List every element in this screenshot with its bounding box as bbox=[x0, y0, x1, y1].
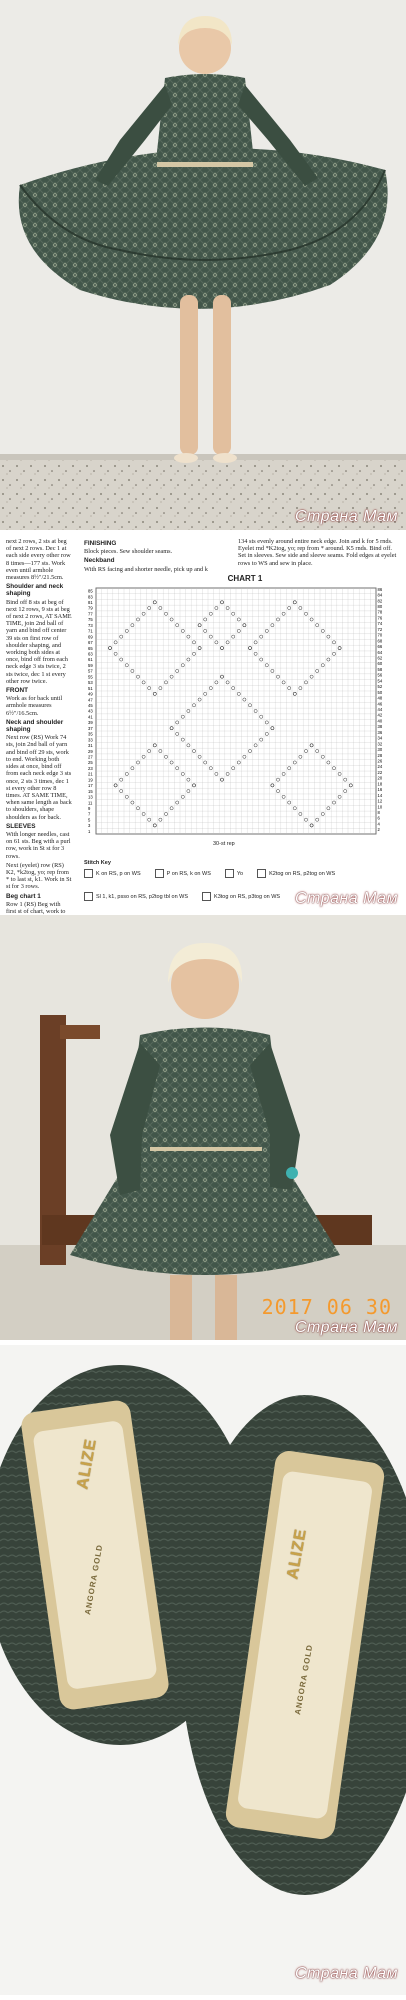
row-number: 36 bbox=[377, 729, 383, 735]
row-number: 79 bbox=[88, 605, 93, 611]
row-number: 78 bbox=[377, 609, 383, 615]
row-number: 55 bbox=[88, 674, 93, 680]
photo-yarn-image bbox=[0, 1345, 406, 1995]
stitch-key-item bbox=[257, 869, 335, 878]
yarn-product-left: ANGORA GOLD bbox=[83, 1543, 105, 1616]
row-number: 85 bbox=[88, 588, 93, 594]
row-number: 9 bbox=[88, 805, 91, 811]
yarn-brand-left: ALIZE bbox=[74, 1437, 100, 1491]
row-number: 53 bbox=[88, 680, 93, 686]
stitch-key-title: Stitch Key bbox=[84, 860, 111, 866]
photo-dress-spread-image bbox=[0, 0, 406, 530]
section-heading: SLEEVES bbox=[6, 822, 36, 830]
finishing-section bbox=[84, 538, 234, 575]
neckband-text: 134 sts evenly around entire neck edge. Join and k for 5 rnds. Eyelet rnd *K2tog, yo; rep from * around. K5 rnds. Bind off. Set in sleeves. Sew side and sleeve seams. Fold edges at eyelet rows to WS and sew in place. bbox=[238, 538, 397, 567]
stitch-key-item bbox=[84, 869, 141, 878]
row-number: 35 bbox=[88, 731, 93, 737]
row-number: 24 bbox=[377, 764, 383, 770]
section-heading: Neckband bbox=[84, 557, 115, 565]
row-number: 75 bbox=[88, 617, 93, 623]
row-number: 3 bbox=[88, 823, 91, 829]
row-number: 30 bbox=[377, 747, 383, 753]
row-number: 7 bbox=[88, 811, 91, 817]
row-number: 44 bbox=[377, 707, 383, 712]
stitch-symbol-icon bbox=[225, 869, 234, 878]
row-number: 37 bbox=[88, 725, 93, 731]
row-number: 17 bbox=[88, 783, 93, 789]
stitch-symbol-icon bbox=[257, 869, 266, 878]
row-number: 68 bbox=[377, 638, 383, 644]
stitch-key-label: Yo bbox=[236, 870, 244, 877]
row-number: 66 bbox=[377, 644, 383, 650]
row-number: 20 bbox=[377, 775, 383, 781]
row-number: 29 bbox=[88, 748, 93, 754]
pattern-document bbox=[0, 536, 406, 915]
row-number: 42 bbox=[377, 712, 383, 718]
row-number: 11 bbox=[88, 800, 93, 806]
stitch-key-label: P on RS, k on WS bbox=[166, 870, 211, 877]
row-number: 47 bbox=[88, 697, 93, 703]
site-watermark-seated: Страна Мам bbox=[294, 1319, 398, 1336]
row-number: 61 bbox=[88, 657, 93, 663]
row-number: 69 bbox=[88, 634, 93, 640]
date-stamp: 2017 06 30 bbox=[261, 1295, 392, 1319]
row-number: 73 bbox=[88, 622, 93, 628]
row-number: 22 bbox=[377, 769, 383, 775]
stitch-key-label: Sl 1, k1, psso on RS, p2tog tbl on WS bbox=[96, 893, 189, 900]
row-number: 12 bbox=[377, 798, 383, 804]
photo-yarn bbox=[0, 1345, 406, 1995]
row-number: 49 bbox=[88, 691, 93, 697]
instruction-text: next 2 rows, 2 sts at beg of next 2 rows. Dec 1 at each side every other row 8 times—177 sts. Work even until armhole measures 8½"/21.5cm. bbox=[6, 538, 71, 582]
row-number: 65 bbox=[88, 645, 93, 651]
instruction-text: Next (eyelet) row (RS) K2, *k2tog, yo; rep from * to last st, k1. Work in St st for 3 rows. bbox=[6, 861, 72, 891]
row-number: 6 bbox=[377, 815, 380, 821]
row-number: 46 bbox=[377, 701, 383, 707]
neckband-continued bbox=[238, 538, 400, 569]
row-number: 70 bbox=[377, 632, 383, 638]
row-number: 76 bbox=[377, 615, 383, 621]
section-heading: Neck and shoulder shaping bbox=[6, 718, 64, 734]
instruction-text: Row 1 (RS) Beg with first st of chart, work to bbox=[6, 900, 66, 915]
row-number: 81 bbox=[88, 600, 93, 606]
row-number: 63 bbox=[88, 651, 93, 657]
row-number: 62 bbox=[377, 655, 383, 661]
row-number: 1 bbox=[88, 828, 91, 834]
row-number: 86 bbox=[377, 586, 383, 592]
instruction-text: With longer needles, cast on 61 sts. Beg with a purl row, work in St st for 3 rows. bbox=[6, 830, 71, 860]
row-number: 39 bbox=[88, 720, 93, 726]
row-number: 40 bbox=[377, 718, 383, 724]
stitch-symbol-icon bbox=[155, 869, 164, 878]
row-number: 14 bbox=[377, 792, 383, 798]
row-number: 83 bbox=[88, 594, 93, 600]
stitch-symbol-icon bbox=[84, 892, 93, 901]
row-number: 71 bbox=[88, 628, 93, 634]
row-number: 10 bbox=[377, 804, 383, 810]
site-watermark: Страна Мам bbox=[294, 508, 398, 525]
row-number: 84 bbox=[377, 592, 383, 598]
row-number: 45 bbox=[88, 702, 93, 708]
row-number: 26 bbox=[377, 758, 383, 764]
instruction-text: Block pieces. Sew shoulder seams. bbox=[84, 548, 173, 556]
stitch-key-item bbox=[202, 892, 280, 901]
site-watermark-doc: Страна Мам bbox=[294, 890, 398, 907]
chart-title: CHART 1 bbox=[227, 574, 263, 583]
row-number: 59 bbox=[88, 662, 93, 668]
row-number: 82 bbox=[377, 598, 383, 604]
row-number: 32 bbox=[377, 741, 383, 747]
section-heading: FRONT bbox=[6, 687, 29, 695]
photo-dress-spread bbox=[0, 0, 406, 530]
section-heading: Shoulder and neck shaping bbox=[6, 583, 64, 598]
stitch-key-label: K2tog on RS, p2tog on WS bbox=[269, 870, 336, 877]
section-heading: Beg chart 1 bbox=[6, 892, 41, 900]
photo-seated-image bbox=[0, 915, 406, 1340]
row-number: 50 bbox=[377, 689, 383, 695]
yarn-brand-right: ALIZE bbox=[284, 1527, 310, 1581]
row-number: 64 bbox=[377, 649, 383, 655]
stitch-key-item bbox=[225, 869, 243, 878]
row-number: 19 bbox=[88, 777, 93, 783]
rep-label: 30-st rep bbox=[213, 841, 235, 847]
row-number: 77 bbox=[88, 611, 93, 617]
row-number: 38 bbox=[377, 724, 383, 730]
row-number: 31 bbox=[88, 743, 93, 749]
row-number: 48 bbox=[377, 695, 383, 701]
row-number: 21 bbox=[88, 771, 93, 777]
row-number: 57 bbox=[88, 668, 93, 674]
stitch-symbol-icon bbox=[202, 892, 211, 901]
row-number: 34 bbox=[377, 735, 383, 741]
row-number: 41 bbox=[88, 714, 93, 720]
row-number: 43 bbox=[88, 708, 93, 714]
row-number: 28 bbox=[377, 752, 383, 758]
stitch-key-item bbox=[155, 869, 211, 878]
stitch-key-label: K3tog on RS, p3tog on WS bbox=[214, 893, 281, 900]
row-number: 67 bbox=[88, 640, 93, 646]
row-number: 23 bbox=[88, 765, 93, 771]
row-number: 25 bbox=[88, 760, 93, 766]
row-number: 74 bbox=[377, 621, 383, 627]
stitch-key-item bbox=[84, 892, 188, 901]
photo-seated bbox=[0, 915, 406, 1340]
stitch-symbol-icon bbox=[84, 869, 93, 878]
row-number: 51 bbox=[88, 685, 93, 691]
row-number: 15 bbox=[88, 788, 93, 794]
row-number: 5 bbox=[88, 817, 91, 823]
row-number: 80 bbox=[377, 604, 383, 610]
row-number: 52 bbox=[377, 684, 383, 690]
row-number: 13 bbox=[88, 794, 93, 800]
row-number: 72 bbox=[377, 626, 383, 632]
row-number: 16 bbox=[377, 787, 383, 793]
row-number: 60 bbox=[377, 661, 383, 667]
row-number: 4 bbox=[377, 821, 380, 827]
lace-chart bbox=[88, 586, 388, 841]
row-number: 58 bbox=[377, 666, 383, 672]
row-number: 27 bbox=[88, 754, 93, 760]
row-number: 56 bbox=[377, 672, 383, 678]
row-number: 33 bbox=[88, 737, 93, 743]
instruction-text: Work as for back until armhole measures 6½"/16.5cm. bbox=[6, 695, 63, 717]
site-watermark-bottom: Страна Мам bbox=[294, 1965, 398, 1982]
section-heading: FINISHING bbox=[84, 540, 117, 547]
row-number: 54 bbox=[377, 678, 383, 684]
instruction-text: With RS facing and shorter needle, pick up and k bbox=[84, 565, 208, 573]
yarn-product-right: ANGORA GOLD bbox=[293, 1643, 315, 1716]
row-number: 18 bbox=[377, 781, 383, 787]
row-number: 2 bbox=[377, 827, 380, 833]
instruction-text: Next row (RS) Work 74 sts, join 2nd ball of yarn and bind off 29 sts, work to end. Working both sides at once, bind off from each neck edge 3 sts once, 2 sts 3 times, dec 1 st every other row 8 times. AT SAME TIME, when same length as back to shoulders, shape shoulders as for back. bbox=[6, 734, 72, 821]
instruction-text: Bind off 8 sts at beg of next 12 rows, 9 sts at beg of next 2 rows, AT SAME TIME, join 2nd ball of yarn and bind off center 39 sts on first row of shoulder shaping, and working both sides at once, bind off from each neck edge 3 sts twice, 2 sts twice, dec 1 st every other row twice. bbox=[6, 598, 72, 685]
row-number: 8 bbox=[377, 809, 380, 815]
stitch-key-label: K on RS, p on WS bbox=[96, 870, 141, 877]
